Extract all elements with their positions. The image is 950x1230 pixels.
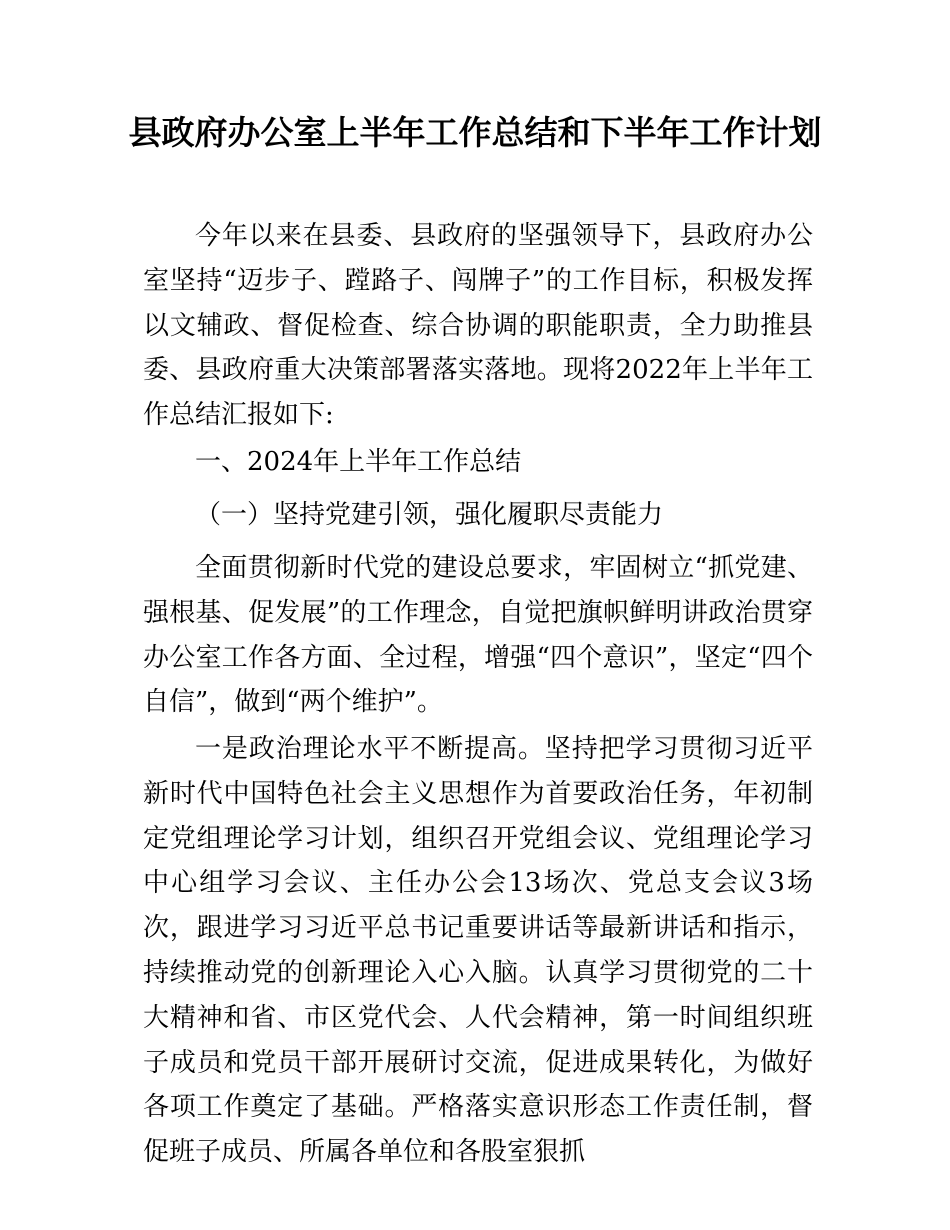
party-building-paragraph: 全面贯彻新时代党的建设总要求，牢固树立“抓党建、强根基、促发展”的工作理念，自觉把旗帜鲜明讲政治贯穿办公室工作各方面、全过程，增强“四个意识”，坚定“四个自信”，做到“两个维护”。 — [143, 553, 813, 718]
subsection-heading: （一）坚持党建引领，强化履职尽责能力 — [195, 500, 664, 530]
page-title: 县政府办公室上半年工作总结和下半年工作计划 — [128, 113, 822, 152]
intro-paragraph: 今年以来在县委、县政府的坚强领导下，县政府办公室坚持“迈步子、蹚路子、闯牌子”的工作目标，积极发挥以文辅政、督促检查、综合协调的职能职责，全力助推县委、县政府重大决策部署落实落地。现将2022年上半年工作总结汇报如下: — [143, 221, 813, 431]
section-heading: 一、2024年上半年工作总结 — [195, 447, 522, 477]
political-theory-paragraph: 一是政治理论水平不断提高。坚持把学习贯彻习近平新时代中国特色社会主义思想作为首要政治任务，年初制定党组理论学习计划，组织召开党组会议、党组理论学习中心组学习会议、主任办公会13场次、党总支会议3场次，跟进学习习近平总书记重要讲话等最新讲话和指示，持续推动党的创新理论入心入脑。认真学习贯彻党的二十大精神和省、市区党代会、人代会精神，第一时间组织班子成员和党员干部开展研讨交流，促进成果转化，为做好各项工作奠定了基础。严格落实意识形态工作责任制，督促班子成员、所属各单位和各股室狠抓 — [143, 734, 813, 1168]
